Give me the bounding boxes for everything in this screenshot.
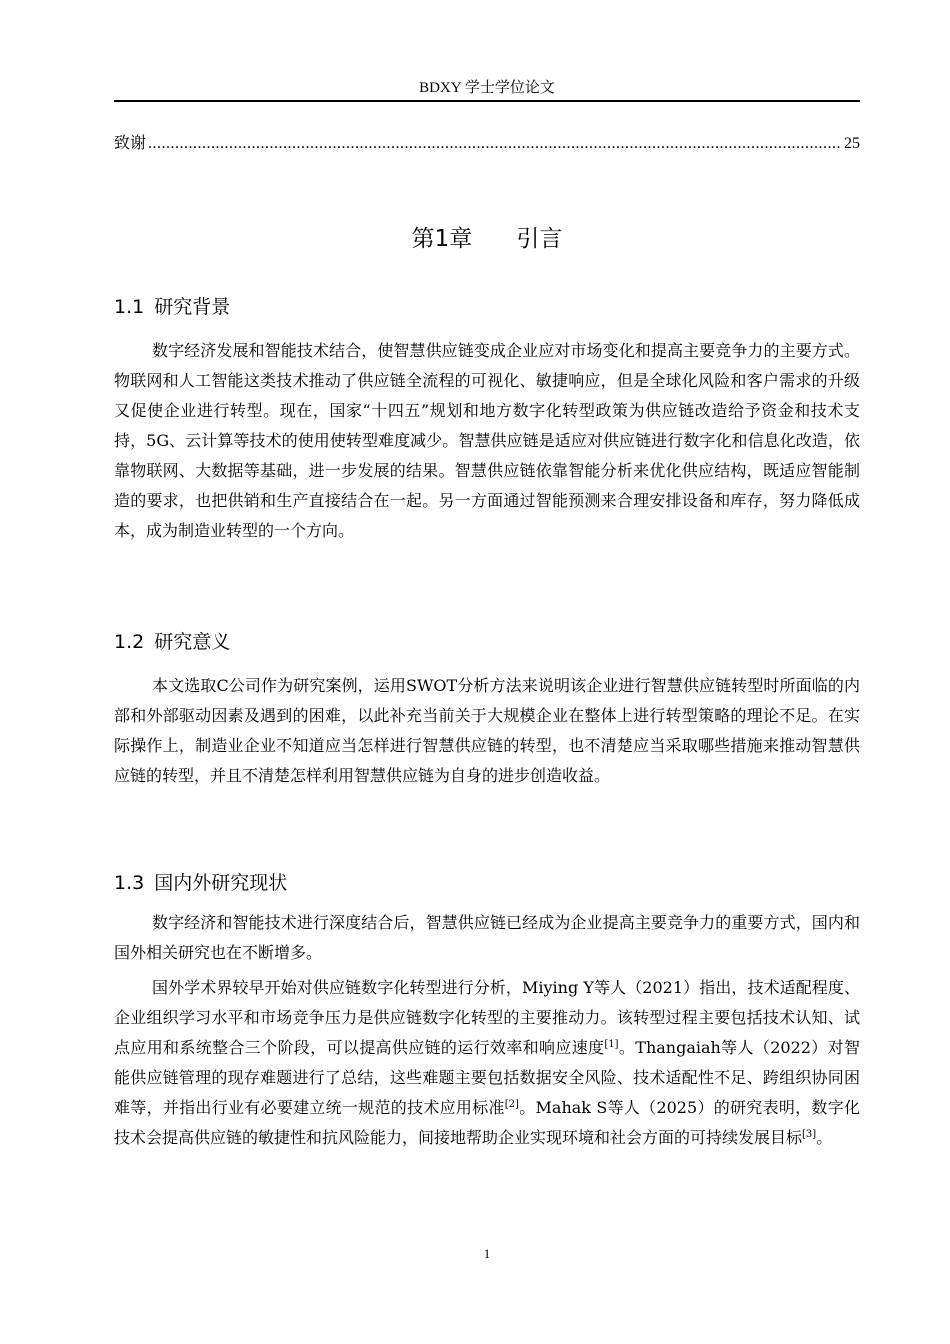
citation-ref-3[interactable]: [3] [802, 1129, 817, 1140]
citation-ref-2[interactable]: [2] [504, 1099, 519, 1110]
paragraph-background: 数字经济发展和智能技术结合，使智慧供应链变成企业应对市场变化和提高主要竞争力的主要方式。物联网和人工智能这类技术推动了供应链全流程的可视化、敏捷响应，但是全球化风险和客户需求的升级又促使企业进行转型。现在，国家“十四五”规划和地方数字化转型政策为供应链改造给予资金和技术支持，5G、云计算等技术的使用使转型难度减少。智慧供应链是适应对供应链进行数字化和信息化改造，依靠物联网、大数据等基础，进一步发展的结果。智慧供应链依靠智能分析来优化供应结构，既适应智能制造的要求，也把供销和生产直接结合在一起。另一方面通过智能预测来合理安排设备和库存，努力降低成本，成为制造业转型的一个方向。 [114, 341, 860, 540]
section-number: 1.1 [114, 296, 145, 318]
paragraph-foreign-research [114, 973, 860, 1153]
running-header: BDXY 学士学位论文 [419, 80, 555, 96]
paragraph-text: 。Mahak S等人（2025）的研究表明，数字化技术会提高供应链的敏捷性和抗风险能力，间接地帮助企业实现环境和社会方面的可持续发展目标 [114, 1098, 860, 1147]
section-title: 研究意义 [154, 631, 231, 653]
section-number: 1.3 [114, 872, 145, 894]
page-number: 1 [483, 1246, 491, 1261]
chapter-number: 第1章 [411, 226, 473, 252]
header-rule [114, 100, 860, 102]
chapter-name: 引言 [516, 226, 563, 252]
chapter-title [114, 220, 860, 253]
section-title: 研究背景 [154, 296, 231, 318]
toc-dot-leader [148, 135, 842, 153]
section-number: 1.2 [114, 631, 145, 653]
toc-entry-page: 25 [844, 135, 860, 152]
paragraph-text: 国外学术界较早开始对供应链数字化转型进行分析，Miying Y等人（2021）指出，技术适配程度、企业组织学习水平和市场竞争压力是供应链数字化转型的主要推动力。该转型过程主要包括技术认知、试点应用和系统整合三个阶段，可以提高供应链的运行效率和响应速度 [114, 978, 860, 1057]
toc-entry-label: 致谢 [114, 133, 147, 152]
section-heading-1-1 [114, 292, 860, 319]
toc-entry-acknowledgements[interactable] [114, 130, 860, 153]
section-title: 国内外研究现状 [154, 872, 288, 894]
section-heading-1-2 [114, 627, 860, 654]
paragraph-research-status-intro: 数字经济和智能技术进行深度结合后，智慧供应链已经成为企业提高主要竞争力的重要方式，国内和国外相关研究也在不断增多。 [114, 913, 860, 962]
paragraph-text: 。Thangaiah等人（2022）对智能供应链管理的现存难题进行了总结，这些难题主要包括数据安全风险、技术适配性不足、跨组织协同困难等，并指出行业有必要建立统一规范的技术应用标准 [114, 1038, 860, 1117]
citation-ref-1[interactable]: [1] [604, 1039, 619, 1050]
paragraph-significance: 本文选取C公司作为研究案例，运用SWOT分析方法来说明该企业进行智慧供应链转型时所面临的内部和外部驱动因素及遇到的困难，以此补充当前关于大规模企业在整体上进行转型策略的理论不足。在实际操作上，制造业企业不知道应当怎样进行智慧供应链的转型，也不清楚应当采取哪些措施来推动智慧供应链的转型，并且不清楚怎样利用智慧供应链为自身的进步创造收益。 [114, 676, 860, 785]
section-heading-1-3 [114, 868, 860, 895]
paragraph-text: 。 [816, 1128, 833, 1147]
